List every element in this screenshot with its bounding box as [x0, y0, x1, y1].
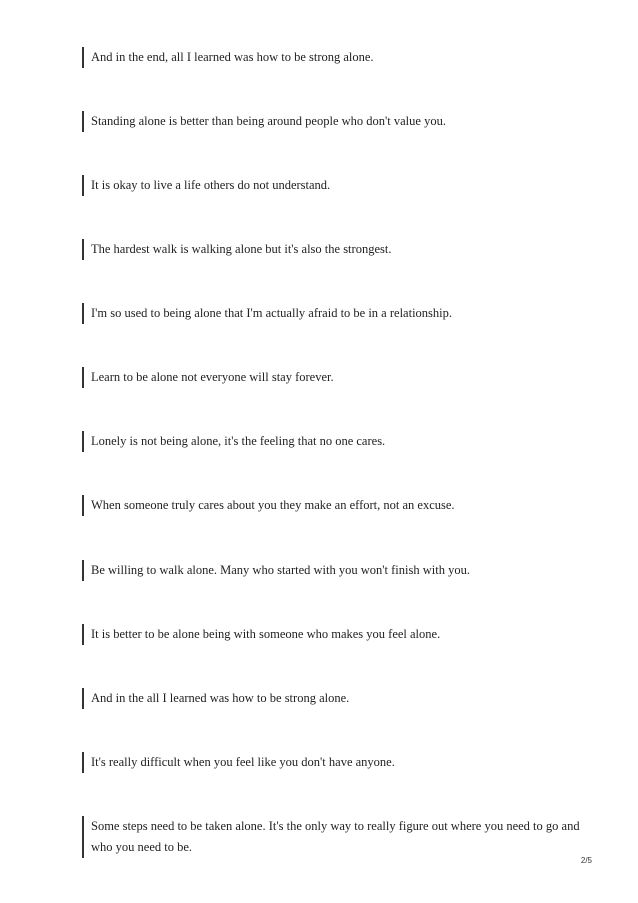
quote-8: When someone truly cares about you they make an effort, not an excuse.: [82, 495, 591, 516]
quote-7: Lonely is not being alone, it's the feeling that no one cares.: [82, 431, 591, 452]
quote-5: I'm so used to being alone that I'm actually afraid to be in a relationship.: [82, 303, 591, 324]
quote-2: Standing alone is better than being around people who don't value you.: [82, 111, 591, 132]
quote-6: Learn to be alone not everyone will stay forever.: [82, 367, 591, 388]
quote-9: Be willing to walk alone. Many who started with you won't finish with you.: [82, 560, 591, 581]
page-number: 2/5: [580, 856, 592, 865]
quote-11: And in the all I learned was how to be strong alone.: [82, 688, 591, 709]
quote-4: The hardest walk is walking alone but it's also the strongest.: [82, 239, 591, 260]
quote-1: And in the end, all I learned was how to be strong alone.: [82, 47, 591, 68]
quote-3: It is okay to live a life others do not understand.: [82, 175, 591, 196]
quote-12: It's really difficult when you feel like you don't have anyone.: [82, 752, 591, 773]
quote-13: Some steps need to be taken alone. It's the only way to really figure out where you need to go and who you need to be.: [82, 816, 591, 858]
quote-10: It is better to be alone being with someone who makes you feel alone.: [82, 624, 591, 645]
